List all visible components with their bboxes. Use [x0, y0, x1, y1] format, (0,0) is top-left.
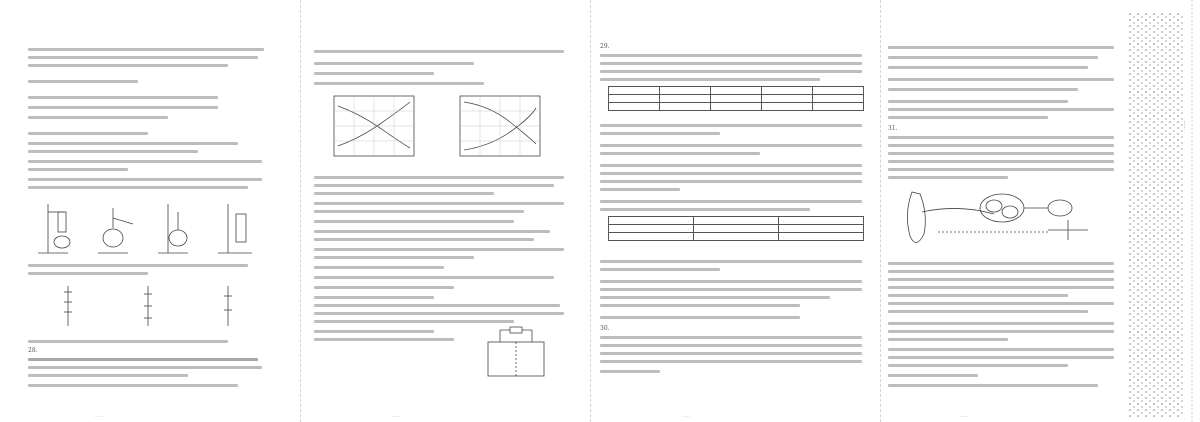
exam-page-4: [880, 0, 1125, 422]
page-3-table-2: [608, 216, 864, 241]
question-29-number: 29.: [600, 43, 610, 50]
exam-page-3: [590, 0, 880, 422]
seal-strip-pattern: [1128, 0, 1200, 422]
page-2-equilibrium-figures: [320, 92, 570, 170]
page-1-apparatus-figure: [28, 198, 264, 260]
page-4-nerve-figure: [898, 184, 1112, 254]
page-4-footer: ……: [960, 413, 968, 418]
question-30-number: 30.: [600, 325, 610, 332]
question-31-number: 31.: [888, 125, 898, 132]
page-2-electrolysis-figure: [478, 326, 558, 384]
exam-page-1: [0, 0, 300, 422]
page-3-table-1: [608, 86, 864, 111]
page-3-footer: ……: [682, 413, 690, 418]
page-1-footer: ……: [95, 413, 103, 418]
page-2-footer: ……: [392, 413, 400, 418]
exam-page-2: [300, 0, 590, 422]
question-28-number: 28.: [28, 347, 38, 354]
page-1-column-figure: [48, 282, 248, 332]
seal-strip-text: ……: [1182, 120, 1188, 130]
